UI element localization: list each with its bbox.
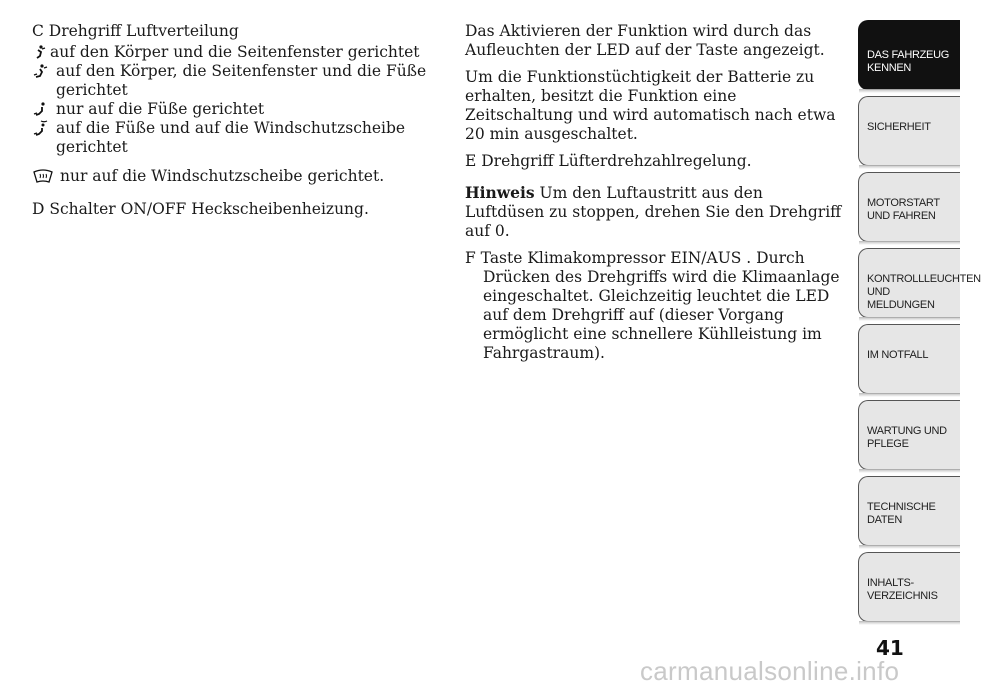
hint-label: Hinweis [465,183,535,202]
hint-paragraph [465,183,845,241]
tab-motorstart-und-fahren[interactable]: MOTORSTART UND FAHREN [858,172,960,242]
left-column [32,22,442,219]
page-number: 41 [876,636,904,660]
airflow-option-3: nur auf die Füße gerichtet [32,100,442,119]
tab-sicherheit[interactable]: SICHERHEIT [858,96,960,166]
windscreen-defrost-icon [32,168,54,186]
tab-im-notfall[interactable]: IM NOTFALL [858,324,960,394]
airflow-feet-windscreen-icon [32,120,50,138]
chapter-tabs [858,20,981,628]
middle-column [465,22,845,363]
heading-c: C Drehgriff Luftverteilung [32,22,239,40]
airflow-option-4: auf die Füße und auf die Windschutzscheibe gerichtet [32,119,442,157]
item-d: D Schalter ON/OFF Heckscheibenheizung. [32,200,369,218]
hint-text: Um den Luftaustritt aus den Luftdüsen zu stoppen, drehen Sie den Drehgriff auf 0. [465,184,842,240]
tab-technische-daten[interactable]: TECHNISCHE DATEN [858,476,960,546]
airflow-option-5: nur auf die Windschutzscheibe gerichtet. [32,167,442,186]
item-f: F Taste Klimakompressor EIN/AUS . Durch Drücken des Drehgriffs wird die Klimaanlage eingeschaltet. Gleichzeitig leuchtet die LED auf dem Drehgriff auf (dieser Vorgang ermöglicht eine schnellere Kühlleistung im Fahrgastraum). [465,249,840,362]
tab-kontrollleuchten-und-meldungen[interactable]: KONTROLLLEUCHTEN UND MELDUNGEN [858,248,960,318]
airflow-feet-icon [32,101,50,119]
tab-wartung-und-pflege[interactable]: WARTUNG UND PFLEGE [858,400,960,470]
paragraph-led: Das Aktivieren der Funktion wird durch das Aufleuchten der LED auf der Taste angezeigt. [465,22,825,59]
airflow-body-side-windows-icon [32,44,50,62]
tab-inhaltsverzeichnis[interactable]: INHALTS-VERZEICHNIS [858,552,960,622]
item-e: E Drehgriff Lüfterdrehzahlregelung. [465,152,752,170]
tab-das-fahrzeug-kennen[interactable]: DAS FAHRZEUG KENNEN [858,20,960,90]
airflow-option-1: auf den Körper und die Seitenfenster gerichtet [32,43,442,62]
watermark: carmanualsonline.info [640,656,900,686]
airflow-option-2: auf den Körper, die Seitenfenster und die Füße gerichtet [32,62,442,100]
paragraph-battery: Um die Funktionstüchtigkeit der Batterie zu erhalten, besitzt die Funktion eine Zeitschaltung und wird automatisch nach etwa 20 min ausgeschaltet. [465,68,836,143]
airflow-body-windows-feet-icon [32,63,50,81]
